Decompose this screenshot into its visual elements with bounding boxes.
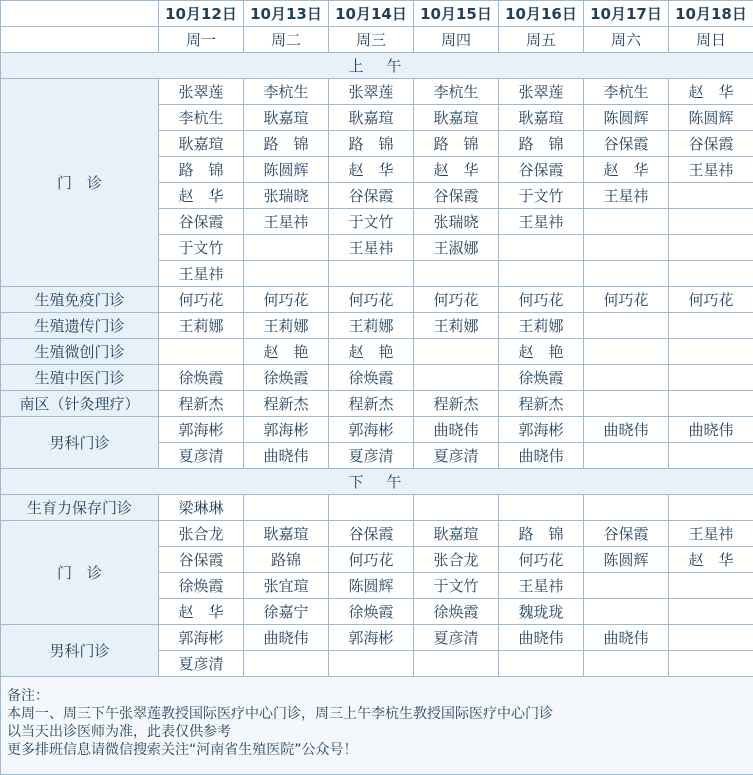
doctor-cell — [669, 599, 753, 625]
doctor-cell: 程新杰 — [244, 391, 329, 417]
doctor-cell: 徐焕霞 — [159, 365, 244, 391]
doctor-cell: 夏彦清 — [159, 651, 244, 677]
doctor-cell: 王星祎 — [329, 235, 414, 261]
weekday-cell: 周二 — [244, 27, 329, 53]
doctor-cell: 耿嘉瑄 — [244, 521, 329, 547]
doctor-cell: 何巧花 — [159, 287, 244, 313]
doctor-row — [1, 339, 753, 365]
notes-row — [1, 677, 753, 775]
doctor-cell: 徐焕霞 — [159, 573, 244, 599]
doctor-cell: 郭海彬 — [329, 417, 414, 443]
doctor-row — [1, 391, 753, 417]
doctor-cell: 路锦 — [244, 547, 329, 573]
doctor-cell: 张瑞晓 — [414, 209, 499, 235]
doctor-cell: 耿嘉瑄 — [244, 105, 329, 131]
doctor-cell: 赵 华 — [159, 183, 244, 209]
doctor-cell: 张瑞晓 — [244, 183, 329, 209]
department-label: 生殖中医门诊 — [1, 365, 159, 391]
doctor-cell — [499, 261, 584, 287]
doctor-cell: 何巧花 — [329, 287, 414, 313]
doctor-cell: 张合龙 — [159, 521, 244, 547]
doctor-cell: 王星祎 — [584, 183, 669, 209]
doctor-cell: 郭海彬 — [159, 625, 244, 651]
date-cell: 10月18日 — [669, 1, 753, 27]
doctor-cell — [669, 183, 753, 209]
weekday-header-row — [1, 27, 753, 53]
weekday-cell: 周四 — [414, 27, 499, 53]
doctor-cell — [669, 339, 753, 365]
doctor-cell: 于文竹 — [329, 209, 414, 235]
notes-line1: 本周一、周三下午张翠莲教授国际医疗中心门诊，周三上午李杭生教授国际医疗中心门诊 — [7, 706, 553, 722]
department-label: 生殖遗传门诊 — [1, 313, 159, 339]
doctor-cell: 路 锦 — [414, 131, 499, 157]
doctor-row — [1, 521, 753, 547]
doctor-cell: 曲晓伟 — [414, 417, 499, 443]
doctor-cell — [244, 235, 329, 261]
doctor-cell — [499, 651, 584, 677]
weekday-cell: 周六 — [584, 27, 669, 53]
doctor-cell — [414, 495, 499, 521]
doctor-cell: 郭海彬 — [499, 417, 584, 443]
doctor-cell: 陈圆辉 — [669, 105, 753, 131]
doctor-cell: 王星祎 — [499, 573, 584, 599]
department-label: 男科门诊 — [1, 625, 159, 677]
doctor-cell — [584, 391, 669, 417]
doctor-cell: 张合龙 — [414, 547, 499, 573]
doctor-cell — [584, 573, 669, 599]
doctor-cell — [584, 599, 669, 625]
doctor-cell: 赵 华 — [669, 79, 753, 105]
doctor-cell: 赵 华 — [414, 157, 499, 183]
doctor-cell — [159, 339, 244, 365]
doctor-cell: 李杭生 — [414, 79, 499, 105]
doctor-cell: 程新杰 — [499, 391, 584, 417]
doctor-cell — [584, 495, 669, 521]
doctor-row — [1, 313, 753, 339]
department-label: 生殖微创门诊 — [1, 339, 159, 365]
morning-section-label: 上 午 — [1, 53, 753, 79]
doctor-cell: 耿嘉瑄 — [414, 521, 499, 547]
doctor-cell: 郭海彬 — [159, 417, 244, 443]
doctor-cell: 王星祎 — [669, 157, 753, 183]
corner-cell — [1, 1, 159, 27]
doctor-cell: 王莉娜 — [329, 313, 414, 339]
doctor-cell: 陈圆辉 — [244, 157, 329, 183]
doctor-cell: 曲晓伟 — [244, 443, 329, 469]
doctor-cell: 程新杰 — [159, 391, 244, 417]
doctor-cell: 曲晓伟 — [244, 625, 329, 651]
doctor-cell: 郭海彬 — [244, 417, 329, 443]
date-header-row — [1, 1, 753, 27]
doctor-cell: 陈圆辉 — [329, 573, 414, 599]
doctor-cell — [244, 651, 329, 677]
doctor-cell — [244, 261, 329, 287]
weekday-cell: 周日 — [669, 27, 753, 53]
notes-line3: 更多排班信息请微信搜索关注“河南省生殖医院”公众号！ — [7, 742, 358, 758]
doctor-cell: 路 锦 — [159, 157, 244, 183]
doctor-cell: 程新杰 — [414, 391, 499, 417]
date-cell: 10月14日 — [329, 1, 414, 27]
doctor-cell: 何巧花 — [669, 287, 753, 313]
doctor-cell: 谷保霞 — [584, 131, 669, 157]
doctor-cell: 夏彦清 — [414, 625, 499, 651]
date-cell: 10月15日 — [414, 1, 499, 27]
schedule-body — [1, 1, 753, 775]
weekday-cell: 周五 — [499, 27, 584, 53]
doctor-cell: 何巧花 — [414, 287, 499, 313]
corner-cell — [1, 27, 159, 53]
notes-line2: 以当天出诊医师为准，此表仅供参考 — [7, 724, 231, 740]
doctor-cell — [329, 495, 414, 521]
notes-cell — [1, 677, 753, 775]
doctor-cell: 王莉娜 — [499, 313, 584, 339]
doctor-cell: 夏彦清 — [329, 443, 414, 469]
doctor-cell: 徐焕霞 — [499, 365, 584, 391]
doctor-cell — [584, 365, 669, 391]
doctor-cell: 王星祎 — [499, 209, 584, 235]
doctor-cell: 耿嘉瑄 — [159, 131, 244, 157]
doctor-cell: 徐焕霞 — [244, 365, 329, 391]
doctor-cell: 徐焕霞 — [414, 599, 499, 625]
doctor-cell — [584, 339, 669, 365]
doctor-cell: 陈圆辉 — [584, 547, 669, 573]
doctor-row — [1, 417, 753, 443]
afternoon-section-row — [1, 469, 753, 495]
weekday-cell: 周一 — [159, 27, 244, 53]
doctor-cell — [584, 261, 669, 287]
doctor-cell: 于文竹 — [414, 573, 499, 599]
doctor-cell: 王莉娜 — [244, 313, 329, 339]
doctor-cell: 何巧花 — [584, 287, 669, 313]
doctor-cell: 何巧花 — [244, 287, 329, 313]
doctor-cell: 耿嘉瑄 — [499, 105, 584, 131]
notes-heading: 备注： — [7, 688, 49, 704]
doctor-cell — [584, 313, 669, 339]
doctor-cell — [584, 209, 669, 235]
doctor-cell — [669, 391, 753, 417]
department-label: 门 诊 — [1, 521, 159, 625]
doctor-cell — [414, 261, 499, 287]
doctor-cell: 张宜瑄 — [244, 573, 329, 599]
doctor-cell: 赵 华 — [669, 547, 753, 573]
doctor-cell: 徐焕霞 — [329, 365, 414, 391]
doctor-cell: 路 锦 — [329, 131, 414, 157]
doctor-cell: 张翠莲 — [159, 79, 244, 105]
doctor-cell — [669, 313, 753, 339]
doctor-cell: 梁琳琳 — [159, 495, 244, 521]
doctor-cell — [669, 495, 753, 521]
doctor-cell — [244, 495, 329, 521]
doctor-cell: 谷保霞 — [584, 521, 669, 547]
doctor-cell — [414, 365, 499, 391]
doctor-cell: 夏彦清 — [414, 443, 499, 469]
doctor-cell: 魏珑珑 — [499, 599, 584, 625]
doctor-cell — [329, 651, 414, 677]
doctor-cell: 郭海彬 — [329, 625, 414, 651]
doctor-cell: 曲晓伟 — [499, 625, 584, 651]
doctor-cell: 曲晓伟 — [669, 417, 753, 443]
department-label: 男科门诊 — [1, 417, 159, 469]
doctor-cell: 路 锦 — [244, 131, 329, 157]
doctor-row — [1, 495, 753, 521]
doctor-cell — [584, 651, 669, 677]
doctor-cell — [669, 235, 753, 261]
doctor-cell — [584, 443, 669, 469]
date-cell: 10月17日 — [584, 1, 669, 27]
doctor-cell: 王莉娜 — [159, 313, 244, 339]
doctor-cell: 谷保霞 — [159, 209, 244, 235]
doctor-cell: 赵 艳 — [244, 339, 329, 365]
doctor-cell: 张翠莲 — [499, 79, 584, 105]
doctor-cell: 耿嘉瑄 — [329, 105, 414, 131]
doctor-cell — [669, 261, 753, 287]
department-label: 南区（针灸理疗） — [1, 391, 159, 417]
doctor-cell: 陈圆辉 — [584, 105, 669, 131]
doctor-cell: 王莉娜 — [414, 313, 499, 339]
doctor-cell — [499, 495, 584, 521]
doctor-cell: 赵 华 — [584, 157, 669, 183]
afternoon-section-label: 下 午 — [1, 469, 753, 495]
doctor-cell — [669, 443, 753, 469]
doctor-cell: 谷保霞 — [414, 183, 499, 209]
doctor-cell: 何巧花 — [499, 287, 584, 313]
doctor-cell: 曲晓伟 — [584, 417, 669, 443]
doctor-cell: 谷保霞 — [499, 157, 584, 183]
doctor-cell: 王星祎 — [244, 209, 329, 235]
doctor-cell: 路 锦 — [499, 521, 584, 547]
date-cell: 10月12日 — [159, 1, 244, 27]
doctor-cell: 曲晓伟 — [584, 625, 669, 651]
doctor-cell — [669, 209, 753, 235]
department-label: 门 诊 — [1, 79, 159, 287]
doctor-cell — [669, 651, 753, 677]
morning-section-row — [1, 53, 753, 79]
doctor-cell: 赵 艳 — [499, 339, 584, 365]
doctor-row — [1, 625, 753, 651]
doctor-cell: 谷保霞 — [329, 521, 414, 547]
doctor-cell: 何巧花 — [499, 547, 584, 573]
doctor-cell: 赵 华 — [159, 599, 244, 625]
doctor-cell: 赵 艳 — [329, 339, 414, 365]
doctor-cell — [669, 573, 753, 599]
doctor-cell: 曲晓伟 — [499, 443, 584, 469]
doctor-cell — [414, 651, 499, 677]
doctor-cell — [414, 339, 499, 365]
doctor-cell — [584, 235, 669, 261]
doctor-cell: 李杭生 — [159, 105, 244, 131]
doctor-cell: 夏彦清 — [159, 443, 244, 469]
doctor-cell: 路 锦 — [499, 131, 584, 157]
doctor-cell: 赵 华 — [329, 157, 414, 183]
department-label: 生殖免疫门诊 — [1, 287, 159, 313]
doctor-cell — [669, 625, 753, 651]
doctor-cell: 徐焕霞 — [329, 599, 414, 625]
weekday-cell: 周三 — [329, 27, 414, 53]
doctor-row — [1, 287, 753, 313]
doctor-cell: 张翠莲 — [329, 79, 414, 105]
doctor-cell: 于文竹 — [499, 183, 584, 209]
doctor-cell: 王星祎 — [669, 521, 753, 547]
doctor-cell: 李杭生 — [584, 79, 669, 105]
doctor-cell — [329, 261, 414, 287]
doctor-cell: 谷保霞 — [159, 547, 244, 573]
department-label: 生育力保存门诊 — [1, 495, 159, 521]
doctor-cell: 何巧花 — [329, 547, 414, 573]
doctor-cell: 李杭生 — [244, 79, 329, 105]
doctor-cell: 程新杰 — [329, 391, 414, 417]
doctor-cell: 徐嘉宁 — [244, 599, 329, 625]
doctor-cell: 于文竹 — [159, 235, 244, 261]
doctor-cell: 王淑娜 — [414, 235, 499, 261]
doctor-cell — [499, 235, 584, 261]
doctor-row — [1, 365, 753, 391]
doctor-cell — [669, 365, 753, 391]
doctor-cell: 谷保霞 — [329, 183, 414, 209]
doctor-cell: 谷保霞 — [669, 131, 753, 157]
doctor-cell: 耿嘉瑄 — [414, 105, 499, 131]
doctor-cell: 王星祎 — [159, 261, 244, 287]
date-cell: 10月13日 — [244, 1, 329, 27]
doctor-row — [1, 79, 753, 105]
date-cell: 10月16日 — [499, 1, 584, 27]
